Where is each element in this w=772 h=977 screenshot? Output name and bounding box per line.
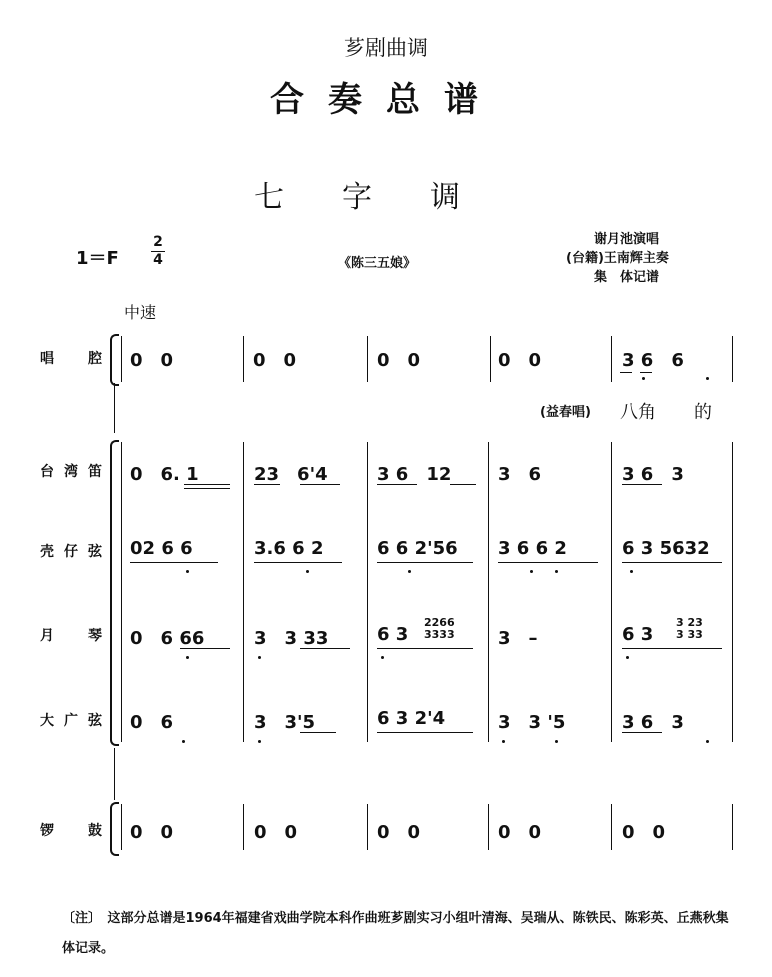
duration-underline: [377, 562, 473, 563]
measure-percussion-2: 0 0: [254, 822, 298, 843]
part-label-flute: 台湾笛: [40, 464, 102, 480]
barline: [121, 804, 122, 850]
measure-flute-5: 3 6 3: [622, 464, 684, 485]
measure-percussion-4: 0 0: [498, 822, 542, 843]
duration-underline: [622, 484, 662, 485]
octave-dot: [381, 656, 384, 659]
barline: [611, 336, 612, 382]
barline: [732, 804, 733, 850]
barline: [611, 442, 612, 742]
part-label-vocal: 唱腔: [40, 351, 102, 367]
system-connector-2: [114, 748, 115, 800]
duration-underline: [622, 648, 722, 649]
credit-notation: 集 体记谱: [594, 270, 660, 285]
measure-flute-1: 0 6. 1: [130, 464, 199, 485]
barline: [121, 442, 122, 742]
measure-yueqin-1: 0 6 66: [130, 628, 205, 649]
duration-underline: [254, 484, 280, 485]
barline: [490, 336, 491, 382]
octave-dot: [408, 570, 411, 573]
measure-flute-4: 3 6: [498, 464, 542, 485]
measure-yueqin-5-chord: [676, 617, 703, 641]
measure-yueqin-5: 6 3: [622, 624, 654, 645]
octave-dot: [186, 570, 189, 573]
tune-name: 《陈三五娘》: [338, 256, 417, 271]
barline: [243, 336, 244, 382]
barline: [367, 442, 368, 742]
measure-yueqin-3: 6 3: [377, 624, 409, 645]
system-connector: [114, 383, 115, 433]
score-title: 合奏总谱: [270, 80, 502, 120]
footnote: 〔注〕 这部分总谱是1964年福建省戏曲学院本科作曲班芗剧实习小组叶清海、吴瑞从、陈铁民、陈彩英、丘燕秋集体记录。: [62, 911, 729, 956]
duration-underline: [300, 484, 340, 485]
duration-underline: [622, 732, 662, 733]
octave-dot: [706, 377, 709, 380]
barline: [121, 336, 122, 382]
octave-dot: [306, 570, 309, 573]
duration-underline: [184, 484, 230, 485]
time-signature-top: 2: [153, 234, 163, 250]
chord-lower: 3 33: [676, 628, 703, 641]
tempo-marking: 中速: [124, 303, 157, 322]
measure-percussion-1: 0 0: [130, 822, 174, 843]
measure-kezaixian-3: 6 6 2'56: [377, 538, 458, 559]
measure-yueqin-2: 3 3 33: [254, 628, 329, 649]
duration-underline: [640, 372, 652, 373]
octave-dot: [555, 570, 558, 573]
barline: [243, 442, 244, 742]
barline: [367, 804, 368, 850]
part-label-yueqin: 月琴: [40, 628, 102, 644]
duration-underline: [300, 648, 350, 649]
measure-vocal-2: 0 0: [253, 350, 297, 371]
barline: [732, 336, 733, 382]
barline: [367, 336, 368, 382]
chord-lower: 3333: [424, 628, 455, 641]
measure-percussion-5: 0 0: [622, 822, 666, 843]
octave-dot: [502, 740, 505, 743]
measure-kezaixian-1: 02 6 6: [130, 538, 193, 559]
duration-underline: [180, 648, 230, 649]
octave-dot: [258, 740, 261, 743]
key-signature: 1＝F: [76, 248, 119, 269]
measure-yueqin-4: 3 –: [498, 628, 538, 649]
measure-flute-2: 23 6'4: [254, 464, 328, 485]
time-signature-bottom: 4: [153, 252, 163, 268]
barline: [488, 442, 489, 742]
octave-dot: [642, 377, 645, 380]
part-label-daguangxian: 大广弦: [40, 713, 102, 729]
system-brace-vocal: [110, 334, 119, 386]
measure-kezaixian-4: 3 6 6 2: [498, 538, 567, 559]
system-brace-percussion: [110, 802, 119, 856]
lyric-word: 八角: [620, 402, 656, 423]
duration-underline: [377, 484, 417, 485]
section-title: 七字调: [254, 180, 518, 215]
barline: [732, 442, 733, 742]
chord-upper: 3 23: [676, 616, 703, 629]
measure-daguangxian-5: 3 6 3: [622, 712, 684, 733]
part-label-kezaixian: 壳仔弦: [40, 544, 102, 560]
duration-underline: [377, 732, 473, 733]
measure-kezaixian-2: 3.6 6 2: [254, 538, 324, 559]
octave-dot: [626, 656, 629, 659]
barline: [243, 804, 244, 850]
duration-underline: [620, 372, 632, 373]
part-label-percussion: 锣鼓: [40, 823, 102, 839]
chord-upper: 2266: [424, 616, 455, 629]
measure-vocal-3: 0 0: [377, 350, 421, 371]
score-subtitle: 芗剧曲调: [344, 36, 428, 60]
measure-daguangxian-1: 0 6: [130, 712, 174, 733]
duration-underline: [450, 484, 476, 485]
duration-underline: [498, 562, 598, 563]
measure-daguangxian-3: 6 3 2'4: [377, 708, 446, 729]
time-signature: [151, 234, 165, 269]
measure-percussion-3: 0 0: [377, 822, 421, 843]
measure-vocal-4: 0 0: [498, 350, 542, 371]
octave-dot: [630, 570, 633, 573]
octave-dot: [186, 656, 189, 659]
measure-daguangxian-4: 3 3 '5: [498, 712, 566, 733]
octave-dot: [530, 570, 533, 573]
credit-player: (台籍)王南辉主奏: [566, 251, 669, 266]
duration-underline: [300, 732, 336, 733]
measure-kezaixian-5: 6 3 5632: [622, 538, 710, 559]
duration-underline: [377, 648, 473, 649]
lyric-singer-note: (益春唱): [540, 405, 591, 420]
credits: [566, 230, 669, 287]
credit-singer: 谢月池演唱: [594, 232, 660, 247]
duration-underline: [130, 562, 218, 563]
octave-dot: [706, 740, 709, 743]
duration-underline: [254, 562, 342, 563]
duration-underline: [622, 562, 722, 563]
octave-dot: [555, 740, 558, 743]
measure-vocal-5: 3 6 6: [622, 350, 684, 371]
system-brace-instruments: [110, 440, 119, 746]
duration-underline: [184, 488, 230, 489]
barline: [488, 804, 489, 850]
measure-vocal-1: 0 0: [130, 350, 174, 371]
measure-daguangxian-2: 3 3'5: [254, 712, 316, 733]
octave-dot: [182, 740, 185, 743]
barline: [611, 804, 612, 850]
octave-dot: [258, 656, 261, 659]
measure-flute-3: 3 6 12: [377, 464, 452, 485]
lyric-word: 的: [694, 402, 712, 423]
measure-yueqin-3-chord: [424, 617, 455, 641]
